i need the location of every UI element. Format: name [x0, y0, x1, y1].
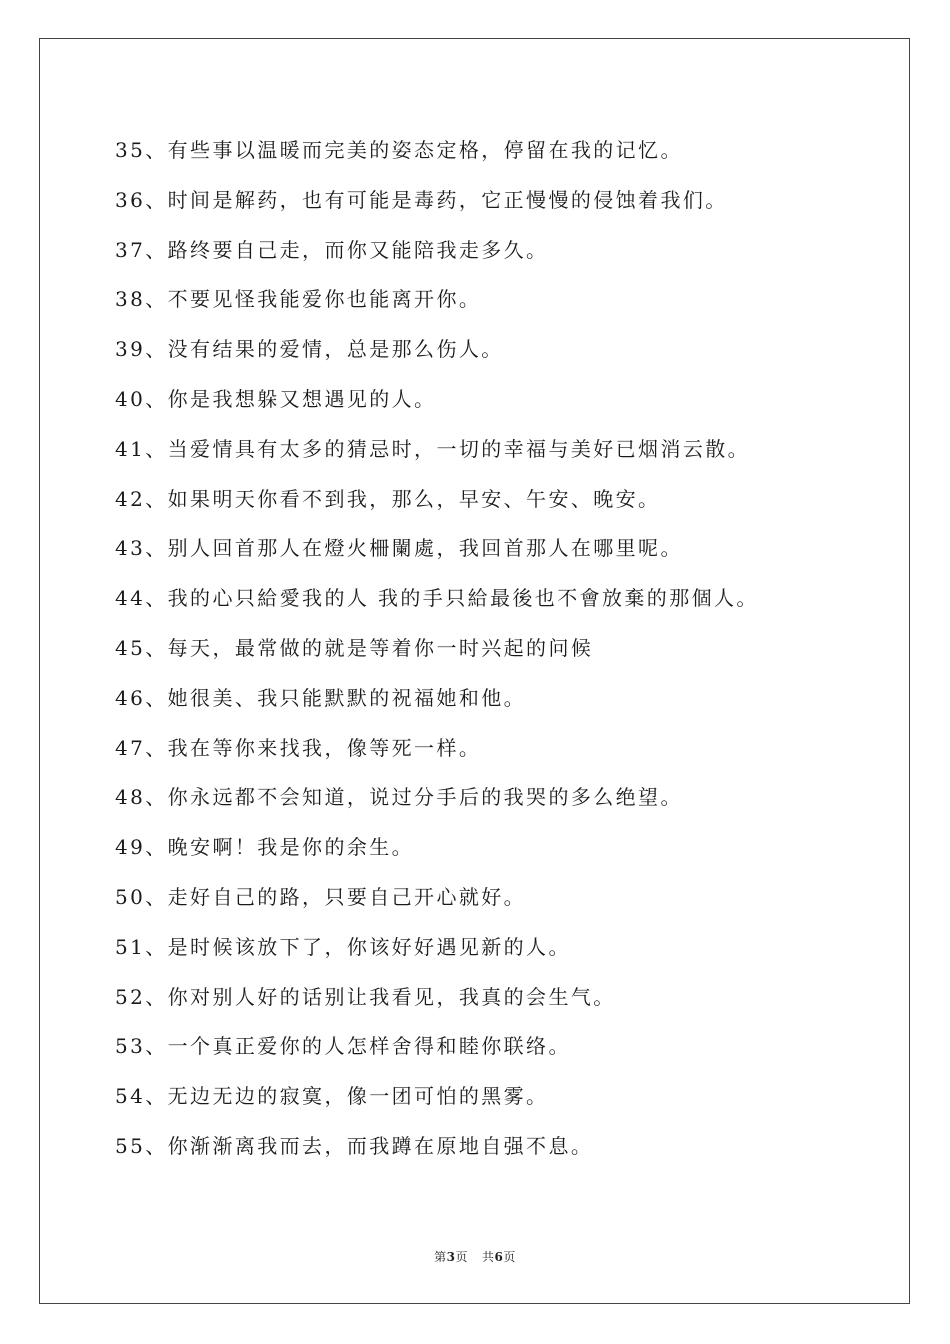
text-line: 46、她很美、我只能默默的祝福她和他。: [115, 685, 527, 710]
text-line: 44、我的心只給愛我的人 我的手只給最後也不會放棄的那個人。: [115, 586, 759, 611]
text-line: 43、别人回首那人在燈火柵闌處，我回首那人在哪里呢。: [115, 536, 683, 561]
text-lines: [115, 130, 875, 1176]
text-line: 48、你永远都不会知道，说过分手后的我哭的多么绝望。: [115, 785, 683, 810]
page-footer: [0, 1248, 950, 1265]
text-line: 55、你渐渐离我而去，而我蹲在原地自强不息。: [115, 1133, 594, 1158]
text-line: 41、当爱情具有太多的猜忌时，一切的幸福与美好已烟消云散。: [115, 436, 751, 461]
text-line: 37、路终要自己走，而你又能陪我走多久。: [115, 237, 549, 262]
page-prefix: 第: [434, 1250, 447, 1264]
text-line: 47、我在等你来找我，像等死一样。: [115, 735, 482, 760]
text-line: 45、每天，最常做的就是等着你一时兴起的问候: [115, 635, 594, 660]
text-line: 40、你是我想躲又想遇见的人。: [115, 386, 437, 411]
text-line: 49、晚安啊！我是你的余生。: [115, 835, 415, 860]
text-line: 52、你对别人好的话别让我看见，我真的会生气。: [115, 984, 616, 1009]
page-suffix: 页: [455, 1250, 468, 1264]
total-suffix: 页: [503, 1250, 516, 1264]
page-current: 3: [446, 1250, 456, 1264]
text-line: 42、如果明天你看不到我，那么，早安、午安、晚安。: [115, 486, 661, 511]
text-line: 50、走好自己的路，只要自己开心就好。: [115, 884, 527, 909]
text-line: 51、是时候该放下了，你该好好遇见新的人。: [115, 934, 571, 959]
text-line: 38、不要见怪我能爱你也能离开你。: [115, 287, 482, 312]
text-line: 53、一个真正爱你的人怎样舍得和睦你联络。: [115, 1034, 571, 1059]
text-line: 54、无边无边的寂寞，像一团可怕的黑雾。: [115, 1084, 549, 1109]
text-line: 36、时间是解药，也有可能是毒药，它正慢慢的侵蚀着我们。: [115, 187, 728, 212]
page-total: 6: [494, 1250, 504, 1264]
text-line: 39、没有结果的爱情，总是那么伤人。: [115, 337, 504, 362]
text-line: 35、有些事以温暖而完美的姿态定格，停留在我的记忆。: [115, 138, 683, 162]
total-prefix: 共: [482, 1250, 495, 1264]
